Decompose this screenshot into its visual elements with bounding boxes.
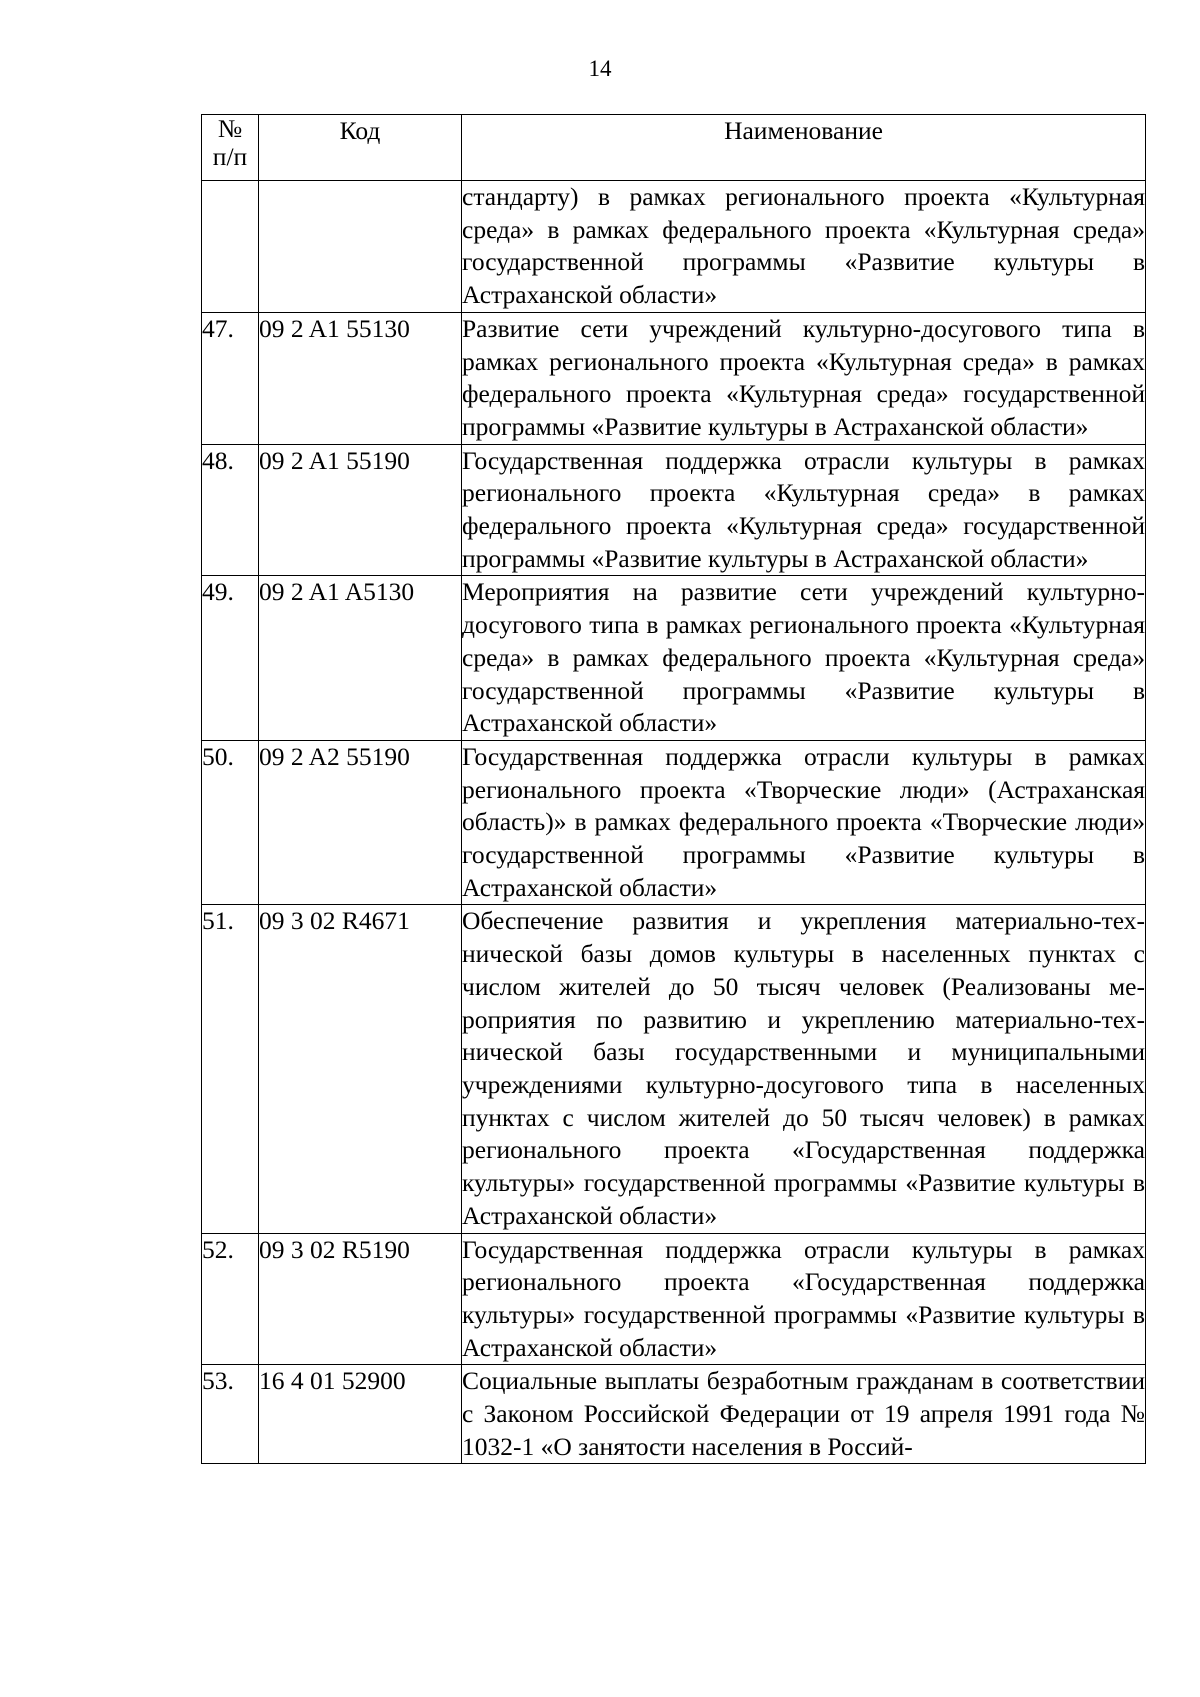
column-header-code: Код [259, 115, 462, 181]
table-row [202, 740, 1146, 905]
row-name-cell: Обеспечение развития и укрепления материально-технической базы домов культуры в населенных пунктах с числом жителей до 50 тысяч человек (Реализованы мероприятия по развитию и укреплению материально-технической базы государственными и муниципальными учреждениями культурно-досугового типа в населенных пунктах с числом жителей до 50 тысяч человек) в рамках регионального проекта «Государственная поддержка культуры» государственной программы «Развитие культуры в Астраханской области» [462, 905, 1146, 1233]
column-header-number-label: п/п [212, 142, 248, 171]
table-header-row [202, 115, 1146, 181]
table-row [202, 905, 1146, 1233]
row-number-cell: 48. [202, 444, 259, 576]
column-header-name: Наименование [462, 115, 1146, 181]
document-table [201, 114, 1146, 1464]
table-row [202, 444, 1146, 576]
page-number: 14 [588, 56, 612, 81]
row-number-cell: 52. [202, 1233, 259, 1365]
row-code-cell: 09 2 A1 A5130 [259, 576, 462, 741]
row-number-cell: 53. [202, 1365, 259, 1464]
row-name-cell: Государственная поддержка отрасли культуры в рамках регионального проекта «Государственная поддержка культуры» государственной программы «Развитие культуры в Астраханской области» [462, 1233, 1146, 1365]
row-number-cell: 51. [202, 905, 259, 1233]
row-number-cell: 50. [202, 740, 259, 905]
row-name-cell: Мероприятия на развитие сети учреждений культурно-досугового типа в рамках регионального проекта «Культурная среда» в рамках федерального проекта «Культурная среда» государственной программы «Развитие культуры в Астраханской области» [462, 576, 1146, 741]
row-code-cell: 09 2 A1 55190 [259, 444, 462, 576]
row-name-cell: Социальные выплаты безработным гражданам в соответствии с Законом Российской Федерации от 19 апреля 1991 года № 1032-1 «О занятости населения в Россий- [462, 1365, 1146, 1464]
table-row [202, 1233, 1146, 1365]
row-name-cell: стандарту) в рамках регионального проекта «Культурная среда» в рамках федерального проекта «Культурная среда» государственной программы «Развитие культуры в Астраханской области» [462, 181, 1146, 313]
row-number-cell: 49. [202, 576, 259, 741]
row-code-cell [259, 181, 462, 313]
row-code-cell: 09 3 02 R5190 [259, 1233, 462, 1365]
row-number-cell [202, 181, 259, 313]
row-code-cell: 16 4 01 52900 [259, 1365, 462, 1464]
row-name-cell: Государственная поддержка отрасли культуры в рамках регионального проекта «Творческие люди» (Астраханская область)» в рамках федерального проекта «Творческие люди» государственной программы «Развитие культуры в Астраханской области» [462, 740, 1146, 905]
row-code-cell: 09 2 A1 55130 [259, 312, 462, 444]
row-number-cell: 47. [202, 312, 259, 444]
row-name-cell: Развитие сети учреждений культурно-досугового типа в рамках регионального проекта «Культурная среда» в рамках федерального проекта «Культурная среда» государственной программы «Развитие культуры в Астраханской области» [462, 312, 1146, 444]
row-code-cell: 09 3 02 R4671 [259, 905, 462, 1233]
table-row [202, 576, 1146, 741]
row-name-cell: Государственная поддержка отрасли культуры в рамках регионального проекта «Культурная среда» в рамках федерального проекта «Культурная среда» государственной программы «Развитие культуры в Астраханской области» [462, 444, 1146, 576]
row-code-cell: 09 2 A2 55190 [259, 740, 462, 905]
column-header-number [202, 115, 259, 181]
table-row [202, 1365, 1146, 1464]
table-row [202, 312, 1146, 444]
table-row-continuation [202, 181, 1146, 313]
column-header-number-symbol: № [217, 114, 243, 143]
